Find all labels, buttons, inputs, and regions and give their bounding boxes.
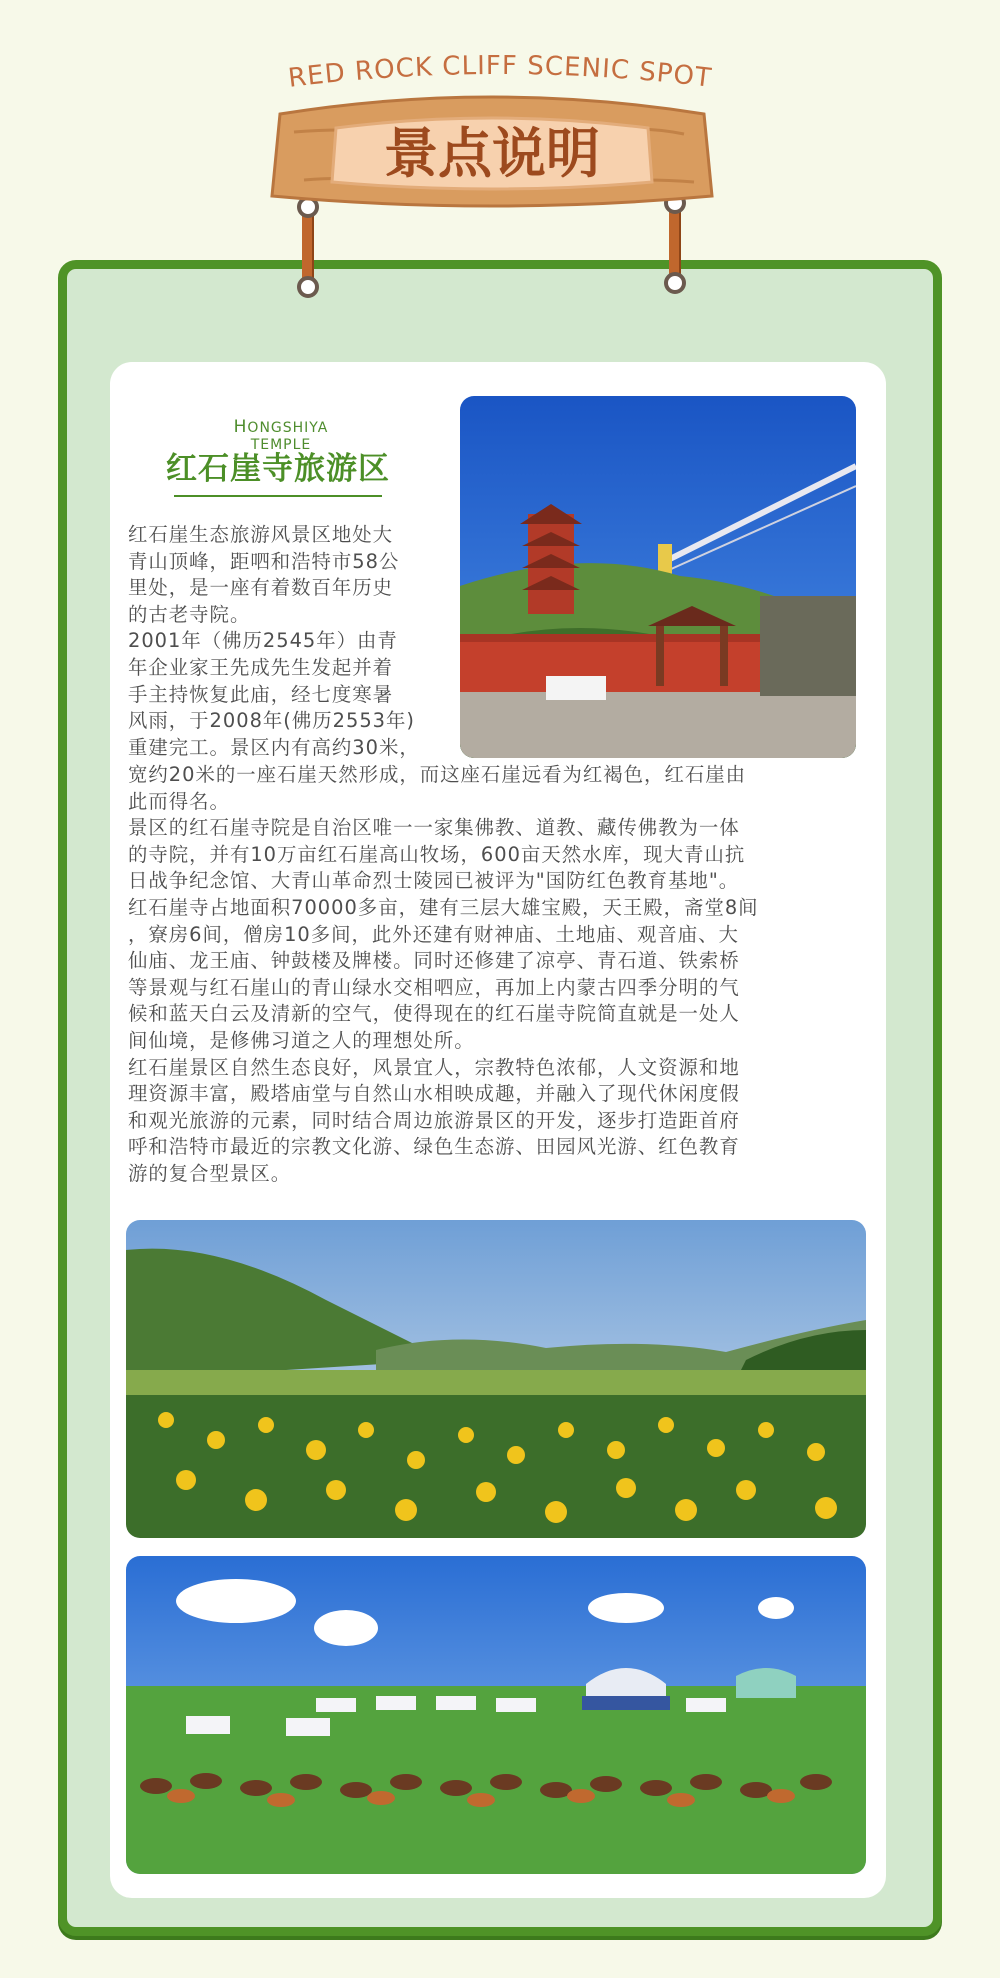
text-line: 候和蓝天白云及清新的空气，使得现在的红石崖寺院简直就是一处人 — [128, 1002, 740, 1026]
ring-icon — [664, 272, 686, 294]
text-line: 间仙境，是修佛习道之人的理想处所。 — [128, 1028, 475, 1052]
text-line: 2001年（佛历2545年）由青 — [128, 629, 398, 653]
sunflower-field-photo — [126, 1220, 866, 1538]
text-line: 等景观与红石崖山的青山绿水交相呬应，再加上内蒙古四季分明的气 — [128, 975, 740, 999]
body-paragraph — [128, 762, 868, 1188]
subtitle-rest: ONGSHIYA TEMPLE — [247, 420, 329, 453]
text-line: 景区的红石崖寺院是自治区唯一一家集佛教、道教、藏传佛教为一体 — [128, 816, 740, 840]
text-line: 此而得名。 — [128, 789, 230, 813]
text-line: ，寮房6间，僧房10多间，此外还建有财神庙、土地庙、观音庙、大 — [128, 922, 739, 946]
text-line: 仙庙、龙王庙、钟鼓楼及牌楼。同时还修建了凉亭、青石道、铁索桥 — [128, 949, 740, 973]
text-line: 宽约20米的一座石崖天然形成，而这座石崖远看为红褐色，红石崖由 — [128, 763, 747, 786]
intro-paragraph — [128, 522, 448, 761]
grassland-yurt-photo — [126, 1556, 866, 1874]
section-title: 红石崖寺旅游区 — [166, 451, 390, 487]
text-line: 风雨，于2008年(佛历2553年) — [128, 709, 415, 733]
text-line: 红石崖生态旅游风景区地处大 — [128, 523, 394, 546]
text-line: 青山顶峰，距呬和浩特市58公 — [128, 549, 400, 573]
sign-title: 景点说明 — [384, 122, 600, 185]
wooden-sign-icon — [264, 84, 720, 244]
text-line: 理资源丰富，殿塔庙堂与自然山水相映成趣，并融入了现代休闲度假 — [128, 1082, 740, 1106]
text-line: 的古老寺院。 — [128, 602, 251, 626]
text-line: 游的复合型景区。 — [128, 1161, 292, 1185]
text-line: 里处，是一座有着数百年历史 — [128, 576, 394, 600]
text-line: 年企业家王先成先生发起并着 — [128, 655, 394, 679]
ring-icon — [297, 276, 319, 298]
text-line: 日战争纪念馆、大青山革命烈士陵园已被评为"国防红色教育基地"。 — [128, 869, 740, 893]
temple-photo — [460, 396, 856, 758]
text-line: 的寺院，并有10万亩红石崖高山牧场，600亩天然水库，现大青山抗 — [128, 842, 746, 866]
text-line: 手主持恢复此庙，经七度寒暑 — [128, 682, 394, 706]
text-line: 红石崖寺占地面积70000多亩，建有三层大雄宝殿，天王殿，斋堂8间 — [128, 895, 759, 919]
arc-title-text: RED ROCK CLIFF SCENIC SPOT — [286, 50, 714, 94]
subtitle-initial: H — [233, 417, 248, 437]
text-line: 重建完工。景区内有高约30米， — [128, 735, 420, 759]
text-line: 呼和浩特市最近的宗教文化游、绿色生态游、田园风光游、红色教育 — [128, 1135, 740, 1159]
text-line: 和观光旅游的元素，同时结合周边旅游景区的开发，逐步打造距首府 — [128, 1108, 740, 1132]
text-line: 红石崖景区自然生态良好，风景宜人，宗教特色浓郁，人文资源和地 — [128, 1055, 740, 1079]
title-underline — [174, 495, 382, 497]
